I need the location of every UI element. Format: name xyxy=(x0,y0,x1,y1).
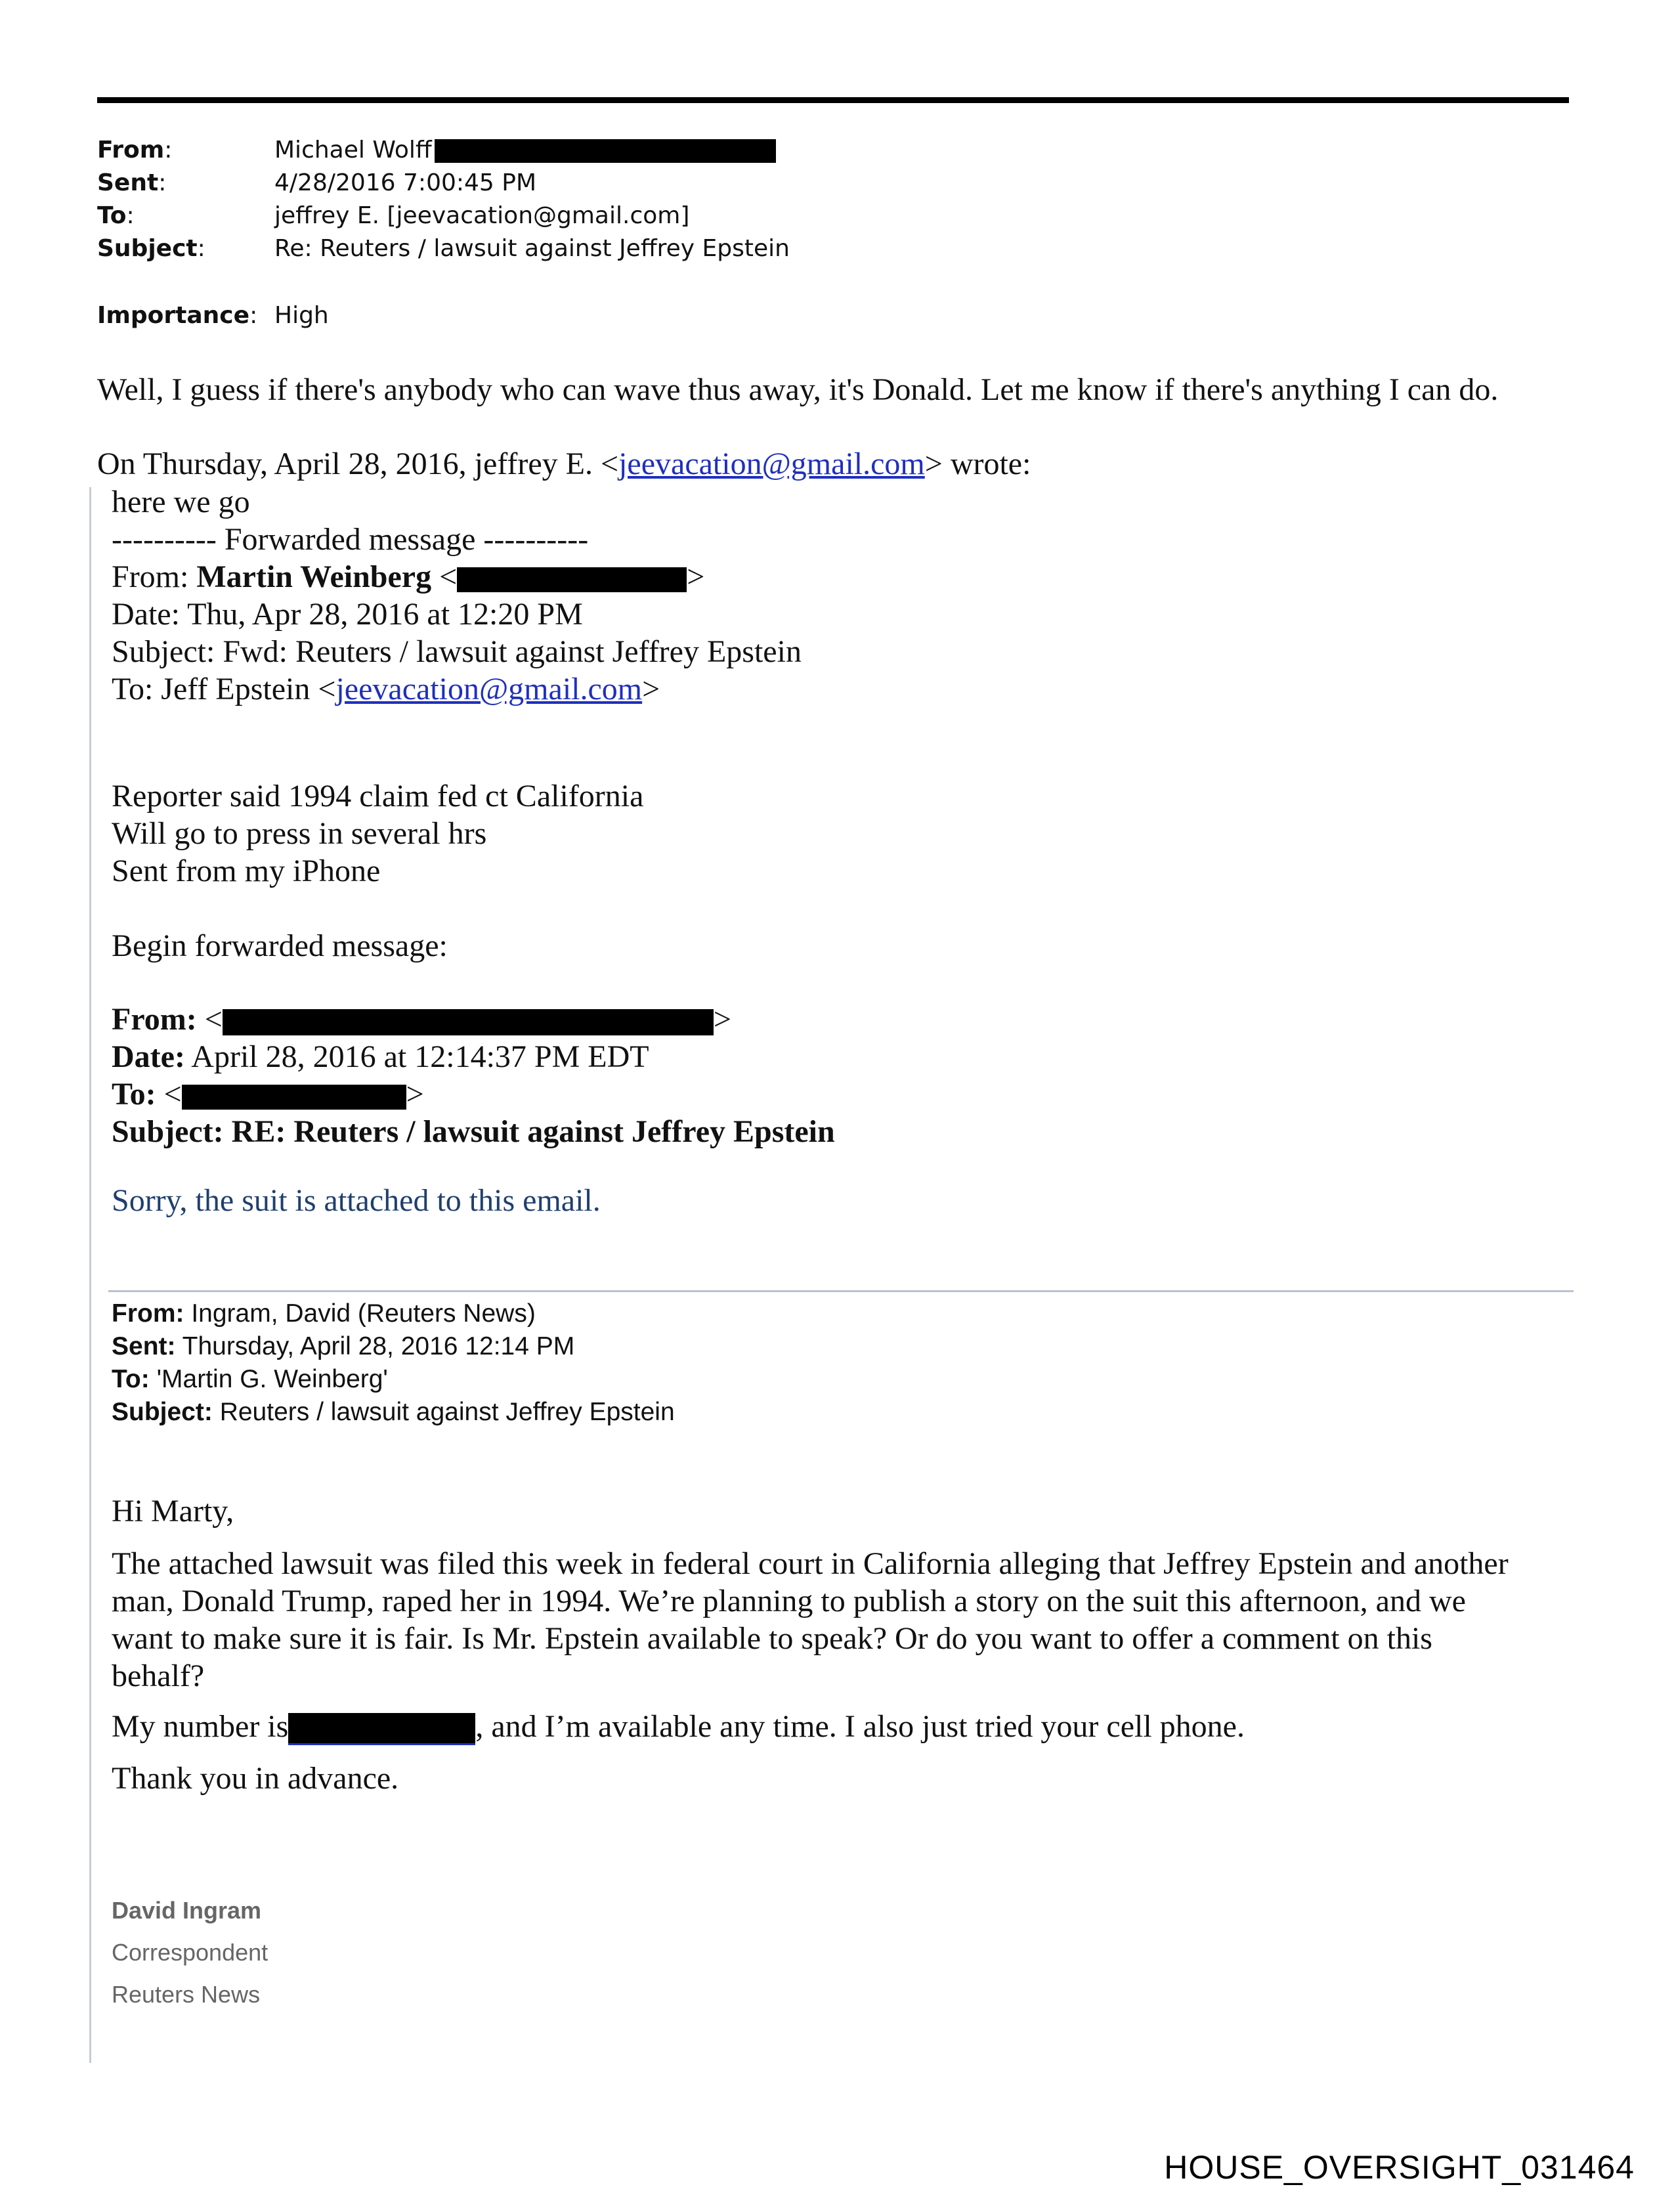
sent-label: Sent xyxy=(97,169,159,196)
quote-bar xyxy=(89,487,91,2063)
orig-sent-line: Sent: Thursday, April 28, 2016 12:14 PM xyxy=(112,1332,575,1360)
redaction-block xyxy=(182,1085,406,1110)
signature-name: David Ingram xyxy=(112,1897,262,1924)
body-line-2: Will go to press in several hrs xyxy=(112,816,487,851)
fwd2-subject-line: Subject: RE: Reuters / lawsuit against Jeffrey Epstein xyxy=(112,1114,835,1149)
sent-value: 4/28/2016 7:00:45 PM xyxy=(274,169,537,196)
jeevacation-link[interactable]: jeevacation@gmail.com xyxy=(618,446,925,481)
from-value: Michael Wolff xyxy=(274,137,432,163)
to-value: jeffrey E. [jeevacation@gmail.com] xyxy=(274,202,690,229)
here-we-go: here we go xyxy=(112,485,250,519)
greeting: Hi Marty, xyxy=(112,1494,234,1529)
jeevacation-link[interactable]: jeevacation@gmail.com xyxy=(335,672,643,706)
sender-name: Martin Weinberg xyxy=(196,559,432,594)
fwd-from-line: From: Martin Weinberg < > xyxy=(112,559,705,594)
orig-subject-line: Subject: Reuters / lawsuit against Jeffrey Epstein xyxy=(112,1398,675,1426)
orig-to-line: To: 'Martin G. Weinberg' xyxy=(112,1365,388,1393)
fwd-date-line: Date: Thu, Apr 28, 2016 at 12:20 PM xyxy=(112,597,583,632)
para1-line3: want to make sure it is fair. Is Mr. Epstein available to speak? Or do you want to offer a comment on this xyxy=(112,1621,1432,1656)
separator xyxy=(108,1290,1574,1292)
redaction-block xyxy=(223,1009,714,1035)
signature-title: Correspondent xyxy=(112,1939,268,1966)
phone-line: My number is , and I’m available any time. I also just tried your cell phone. xyxy=(112,1708,1245,1746)
fwd2-date-line: Date: April 28, 2016 at 12:14:37 PM EDT xyxy=(112,1039,649,1074)
signature-org: Reuters News xyxy=(112,1981,261,2008)
from-label: From xyxy=(97,137,165,163)
fwd2-to-line: To: < > xyxy=(112,1077,424,1112)
on-wrote-line: On Thursday, April 28, 2016, jeffrey E. <jeevacation@gmail.com> wrote: xyxy=(97,446,1031,481)
fwd2-from-line: From: < > xyxy=(112,1002,731,1037)
fwd-to-line: To: Jeff Epstein <jeevacation@gmail.com> xyxy=(112,672,660,706)
thanks-line: Thank you in advance. xyxy=(112,1761,399,1796)
sorry-line: Sorry, the suit is attached to this email. xyxy=(112,1183,601,1218)
redaction-block xyxy=(435,139,776,163)
orig-from-line: From: Ingram, David (Reuters News) xyxy=(112,1299,536,1328)
subject-value: Re: Reuters / lawsuit against Jeffrey Epstein xyxy=(274,235,790,262)
bates-number: HOUSE_OVERSIGHT_031464 xyxy=(1164,2149,1635,2186)
fwd-subject-line: Subject: Fwd: Reuters / lawsuit against Jeffrey Epstein xyxy=(112,634,802,669)
header-rule xyxy=(97,97,1569,103)
para1-line2: man, Donald Trump, raped her in 1994. We’re planning to publish a story on the suit this afternoon, and we xyxy=(112,1584,1466,1618)
importance-value: High xyxy=(274,302,329,329)
para1-line4: behalf? xyxy=(112,1659,205,1693)
forwarded-banner: ---------- Forwarded message ---------- xyxy=(112,522,589,557)
subject-label: Subject xyxy=(97,235,198,262)
importance-label: Importance xyxy=(97,302,250,329)
redaction-block xyxy=(457,567,687,592)
body-line-3: Sent from my iPhone xyxy=(112,854,381,888)
body-line-1: Reporter said 1994 claim fed ct California xyxy=(112,779,644,813)
para1-line1: The attached lawsuit was filed this week in federal court in California alleging that Jeffrey Epstein and another xyxy=(112,1546,1509,1581)
reply-text: Well, I guess if there's anybody who can wave thus away, it's Donald. Let me know if there's anything I can do. xyxy=(97,372,1499,407)
to-label: To xyxy=(97,202,127,229)
begin-forwarded: Begin forwarded message: xyxy=(112,928,448,963)
redaction-block xyxy=(288,1713,475,1745)
